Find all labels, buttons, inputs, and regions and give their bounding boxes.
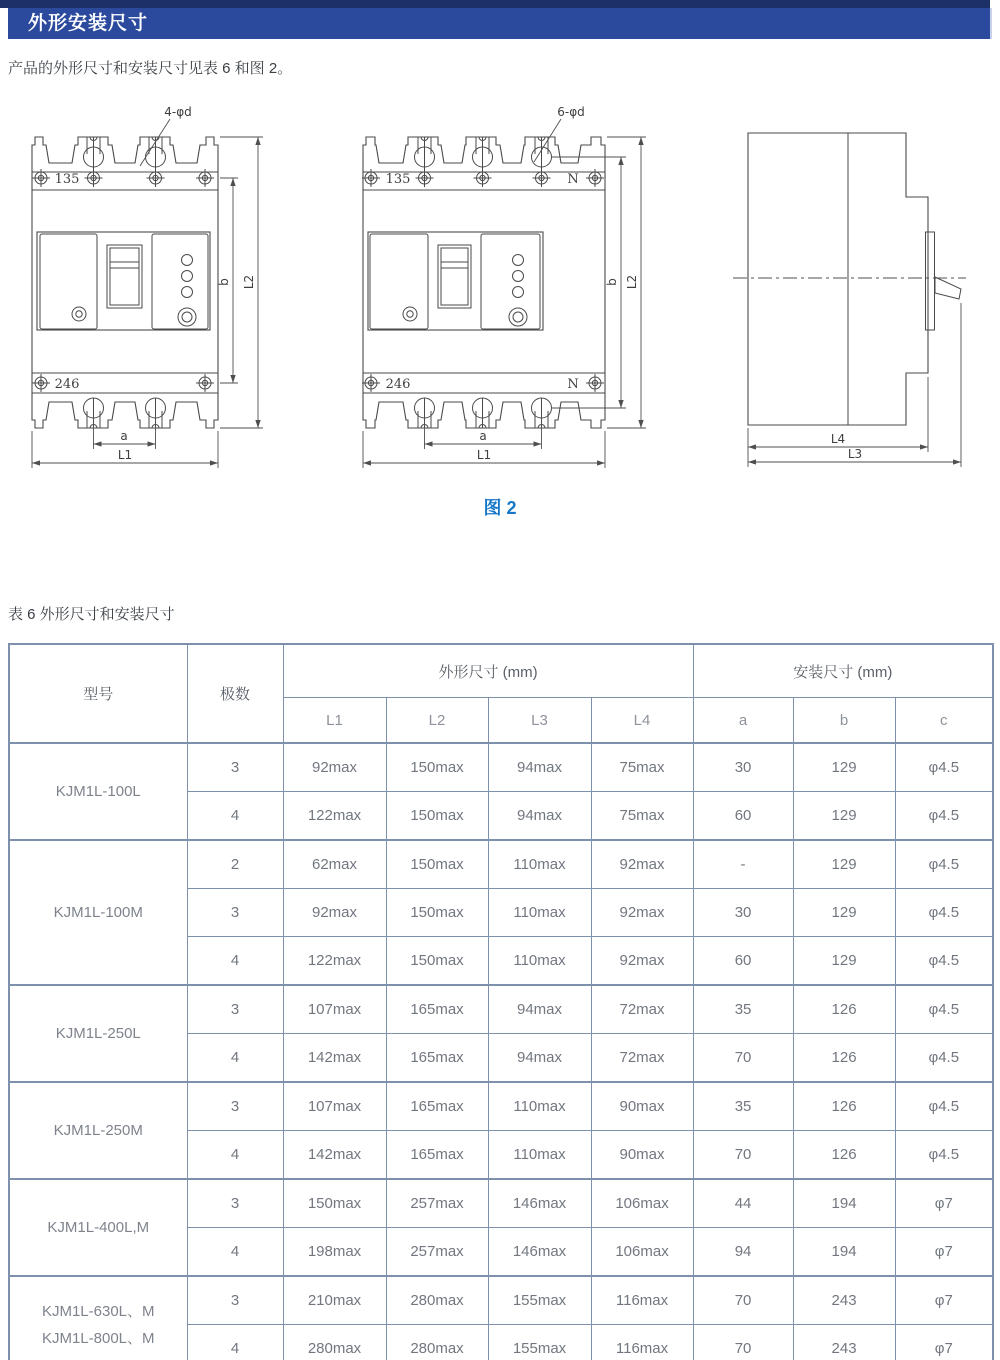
table-cell: 30 [693, 889, 793, 937]
table-cell: 150max [386, 937, 488, 986]
table-cell: 110max [488, 840, 591, 889]
table-cell: 70 [693, 1325, 793, 1360]
col-header-b: b [793, 698, 895, 744]
table-cell: 110max [488, 1131, 591, 1180]
table-cell: 146max [488, 1179, 591, 1228]
table-cell: 72max [591, 1034, 693, 1083]
table-cell: 126 [793, 1034, 895, 1083]
table-cell: φ4.5 [895, 1082, 993, 1131]
table-row [9, 1179, 993, 1228]
front-panel [368, 232, 543, 330]
table-cell: 155max [488, 1276, 591, 1325]
table-cell: 107max [283, 1082, 386, 1131]
model-line-2: KJM1L-800L、M [41, 1329, 155, 1347]
table-cell: 30 [693, 743, 793, 792]
neutral-top-label: N [567, 172, 579, 187]
table-cell: 4 [187, 1228, 283, 1277]
table-cell: 194 [793, 1179, 895, 1228]
table-cell: 142max [283, 1034, 386, 1083]
dim-l2-label: L2 [242, 274, 256, 290]
table-cell: 165max [386, 985, 488, 1034]
intro-text: 产品的外形尺寸和安装尺寸见表 6 和图 2。 [8, 60, 293, 77]
table-cell: 70 [693, 1276, 793, 1325]
dim-l1-label: L1 [476, 448, 492, 462]
model-cell: KJM1L-250L [9, 985, 187, 1082]
table-cell: 3 [187, 743, 283, 792]
table-cell: 35 [693, 985, 793, 1034]
dim-135-label: 135 [385, 172, 411, 187]
hole-callout-label: 4-φd [164, 105, 192, 119]
table-cell: φ7 [895, 1179, 993, 1228]
col-header-model: 型号 [9, 644, 187, 743]
table-cell: 4 [187, 1034, 283, 1083]
table-cell: 129 [793, 840, 895, 889]
table-cell: 122max [283, 937, 386, 986]
table-cell: - [693, 840, 793, 889]
figure-front-3pole [20, 100, 270, 475]
table-cell: φ4.5 [895, 937, 993, 986]
table-cell: 165max [386, 1034, 488, 1083]
dim-b-label: b [605, 278, 619, 286]
table-cell: 165max [386, 1131, 488, 1180]
table-cell: 70 [693, 1034, 793, 1083]
table-cell: φ7 [895, 1276, 993, 1325]
dim-246-label: 246 [385, 377, 411, 392]
table-cell: 165max [386, 1082, 488, 1131]
model-cell: KJM1L-400L,M [9, 1179, 187, 1276]
table-row [9, 743, 993, 792]
table-cell: 155max [488, 1325, 591, 1360]
table-cell: 92max [283, 889, 386, 937]
side-outline [733, 133, 966, 425]
table-cell: 110max [488, 1082, 591, 1131]
table-cell: 72max [591, 985, 693, 1034]
table-cell: 75max [591, 743, 693, 792]
table-cell: 94max [488, 743, 591, 792]
table-cell: 150max [386, 889, 488, 937]
table-cell: 60 [693, 937, 793, 986]
table-cell: 146max [488, 1228, 591, 1277]
table-cell: φ4.5 [895, 1034, 993, 1083]
model-cell: KJM1L-250M [9, 1082, 187, 1179]
table-cell: 110max [488, 937, 591, 986]
col-header-l1: L1 [283, 698, 386, 744]
table-title: 表 6 外形尺寸和安装尺寸 [8, 606, 175, 623]
table-cell: 3 [187, 985, 283, 1034]
table-cell: 257max [386, 1228, 488, 1277]
model-cell: KJM1L-100L [9, 743, 187, 840]
table-cell: 280max [283, 1325, 386, 1360]
table-cell: 198max [283, 1228, 386, 1277]
top-strip [0, 0, 990, 8]
table-cell: 116max [591, 1276, 693, 1325]
dim-b-label: b [217, 278, 231, 286]
table-cell: 2 [187, 840, 283, 889]
col-header-l3: L3 [488, 698, 591, 744]
table-cell: φ4.5 [895, 792, 993, 841]
table-cell: 126 [793, 1082, 895, 1131]
col-group-mounting: 安装尺寸 (mm) [693, 644, 993, 698]
table-cell: 94max [488, 1034, 591, 1083]
table-cell: 3 [187, 1082, 283, 1131]
table-row [9, 1082, 993, 1131]
col-header-c: c [895, 698, 993, 744]
table-cell: 92max [591, 840, 693, 889]
table-cell: 126 [793, 985, 895, 1034]
table-cell: 94max [488, 985, 591, 1034]
table-cell: φ4.5 [895, 1131, 993, 1180]
table-cell: 106max [591, 1228, 693, 1277]
table-cell: 60 [693, 792, 793, 841]
dim-246-label: 246 [54, 377, 80, 392]
table-cell: 150max [386, 840, 488, 889]
mounting-screws [362, 169, 604, 392]
col-header-a: a [693, 698, 793, 744]
model-cell [9, 1276, 187, 1360]
table-cell: 129 [793, 743, 895, 792]
dim-l4-label: L4 [830, 432, 846, 446]
table-cell: 94max [488, 792, 591, 841]
table-cell: 3 [187, 889, 283, 937]
table-cell: 3 [187, 1179, 283, 1228]
table-cell: 150max [386, 792, 488, 841]
dim-a-label: a [120, 429, 128, 443]
table-cell: 116max [591, 1325, 693, 1360]
table-cell: 92max [591, 937, 693, 986]
table-cell: φ4.5 [895, 840, 993, 889]
table-row [9, 985, 993, 1034]
table-cell: 4 [187, 937, 283, 986]
mounting-screws [32, 169, 214, 392]
section-title: 外形安装尺寸 [28, 13, 149, 34]
table-cell: φ4.5 [895, 743, 993, 792]
col-header-l2: L2 [386, 698, 488, 744]
table-cell: 142max [283, 1131, 386, 1180]
table-cell: φ4.5 [895, 985, 993, 1034]
table-cell: 75max [591, 792, 693, 841]
table-cell: 3 [187, 1276, 283, 1325]
table-cell: 4 [187, 1131, 283, 1180]
dim-l3-label: L3 [847, 447, 863, 461]
table-cell: 280max [386, 1325, 488, 1360]
dim-a-label: a [479, 429, 487, 443]
table-cell: 110max [488, 889, 591, 937]
table-cell: 280max [386, 1276, 488, 1325]
table-cell: 194 [793, 1228, 895, 1277]
table-cell: 257max [386, 1179, 488, 1228]
table-cell: φ4.5 [895, 889, 993, 937]
table-cell: 129 [793, 792, 895, 841]
table-cell: 129 [793, 937, 895, 986]
section-banner [8, 8, 992, 39]
dim-135-label: 135 [54, 172, 80, 187]
table-cell: 122max [283, 792, 386, 841]
dim-l1-label: L1 [117, 448, 133, 462]
table-cell: 4 [187, 792, 283, 841]
table-cell: 106max [591, 1179, 693, 1228]
table-row [9, 1276, 993, 1325]
table-cell: φ7 [895, 1325, 993, 1360]
table-cell: 126 [793, 1131, 895, 1180]
table-cell: 90max [591, 1131, 693, 1180]
col-group-outline: 外形尺寸 (mm) [283, 644, 693, 698]
table-cell: 44 [693, 1179, 793, 1228]
dimension-lines [748, 303, 961, 467]
table-cell: 92max [591, 889, 693, 937]
figure-side-view [718, 100, 978, 475]
table-cell: 129 [793, 889, 895, 937]
table-cell: 94 [693, 1228, 793, 1277]
figure-caption: 图 2 [483, 498, 517, 518]
table-cell: 210max [283, 1276, 386, 1325]
model-line-1: KJM1L-630L、M [41, 1302, 155, 1320]
table-cell: 62max [283, 840, 386, 889]
col-header-l4: L4 [591, 698, 693, 744]
dim-l2-label: L2 [625, 274, 639, 290]
neutral-bottom-label: N [567, 377, 579, 392]
table-cell: 150max [386, 743, 488, 792]
table-cell: 92max [283, 743, 386, 792]
table-cell: φ7 [895, 1228, 993, 1277]
front-panel [37, 232, 210, 330]
figure-front-4pole [348, 100, 658, 475]
table-cell: 4 [187, 1325, 283, 1360]
table-row [9, 840, 993, 889]
table-cell: 150max [283, 1179, 386, 1228]
table-cell: 90max [591, 1082, 693, 1131]
table-cell: 107max [283, 985, 386, 1034]
model-cell: KJM1L-100M [9, 840, 187, 985]
table-cell: 35 [693, 1082, 793, 1131]
col-header-poles: 极数 [187, 644, 283, 743]
table-cell: 70 [693, 1131, 793, 1180]
dimensions-table [8, 643, 994, 1360]
hole-callout-label: 6-φd [557, 105, 585, 119]
table-cell: 243 [793, 1325, 895, 1360]
table-cell: 243 [793, 1276, 895, 1325]
